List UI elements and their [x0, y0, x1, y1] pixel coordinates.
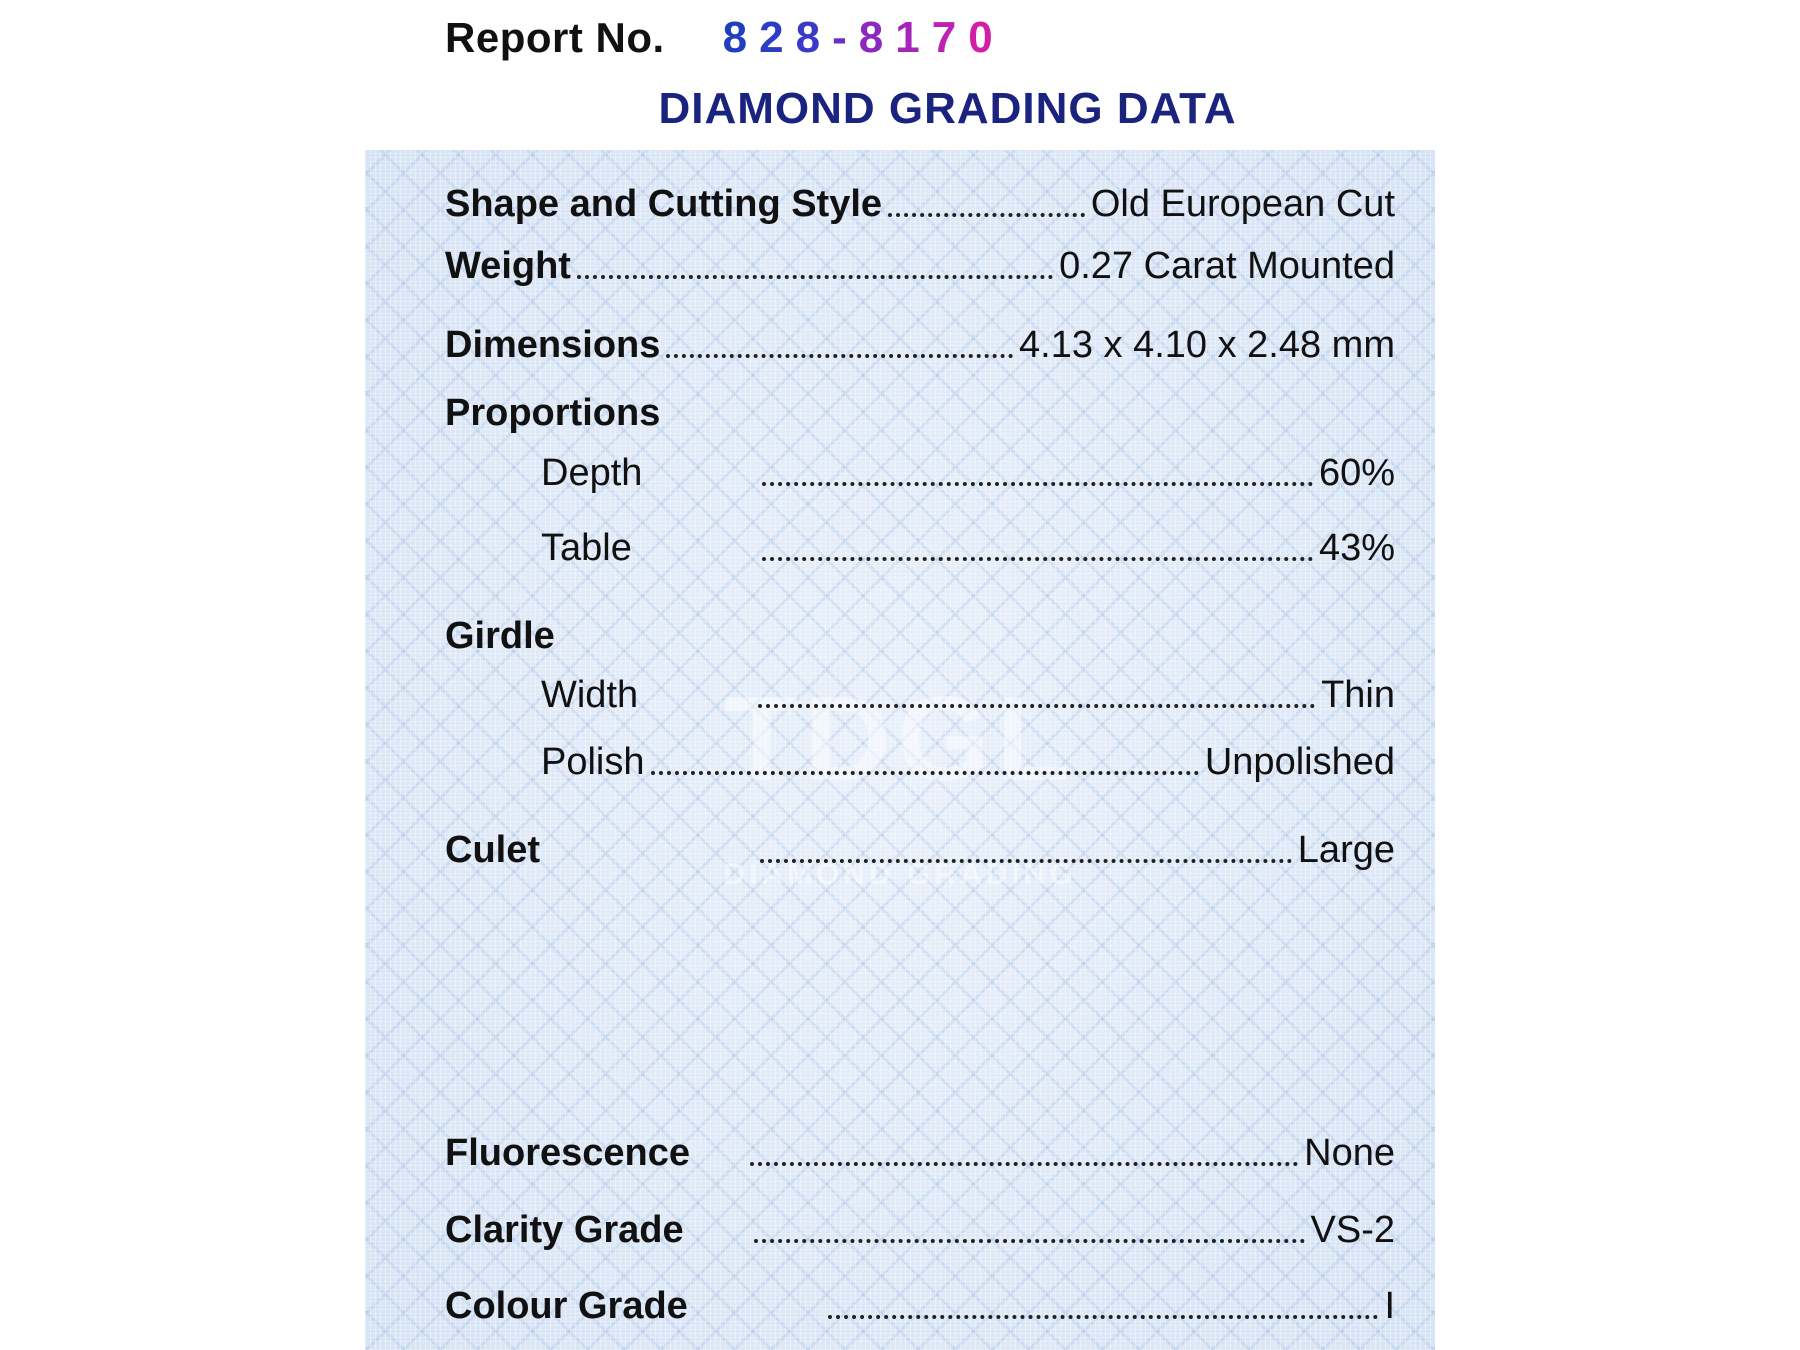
report-number-char: 8 — [795, 13, 833, 62]
girdle-heading: Girdle — [445, 615, 555, 657]
culet-label: Culet — [445, 829, 540, 871]
girdle-polish-label: Polish — [541, 741, 645, 783]
depth-value: 60% — [1318, 452, 1395, 494]
clarity-value: VS-2 — [1310, 1209, 1395, 1251]
table-label: Table — [541, 527, 632, 569]
colour-row — [445, 1278, 1395, 1328]
report-number-char: 2 — [759, 13, 796, 62]
dot-leader — [888, 213, 1085, 217]
clarity-label: Clarity Grade — [445, 1209, 684, 1251]
watermark-logo: TDGL — [724, 672, 1076, 806]
dimensions-value: 4.13 x 4.10 x 2.48 mm — [1019, 324, 1395, 366]
dimensions-row — [445, 317, 1395, 367]
girdle-width-value: Thin — [1321, 674, 1395, 716]
colour-value: I — [1384, 1285, 1395, 1327]
report-number-char: 1 — [895, 13, 932, 62]
shape-row — [445, 176, 1395, 226]
girdle-polish-row — [445, 734, 1395, 784]
report-number-char: 8 — [722, 13, 760, 62]
culet-row — [445, 822, 1395, 872]
weight-row — [445, 238, 1395, 288]
weight-value: 0.27 Carat Mounted — [1059, 245, 1395, 287]
shape-value: Old European Cut — [1090, 183, 1395, 225]
girdle-width-row — [445, 667, 1395, 717]
report-number-char: - — [832, 13, 859, 62]
dimensions-label: Dimensions — [445, 324, 661, 366]
report-number-value — [723, 13, 1005, 63]
clarity-row — [445, 1202, 1395, 1252]
report-number-char: 0 — [968, 13, 1005, 62]
proportions-heading: Proportions — [445, 392, 661, 434]
report-number-char: 8 — [858, 13, 896, 62]
report-number-char: 7 — [931, 13, 969, 62]
report-number-line — [445, 8, 1005, 68]
depth-label: Depth — [541, 452, 643, 494]
table-value: 43% — [1318, 527, 1395, 569]
dot-leader — [758, 704, 1315, 708]
culet-value: Large — [1297, 829, 1395, 871]
dot-leader — [760, 859, 1292, 863]
report-title: DIAMOND GRADING DATA — [658, 84, 1237, 133]
dot-leader — [651, 771, 1199, 775]
weight-label: Weight — [445, 245, 571, 287]
fluorescence-row — [445, 1125, 1395, 1175]
depth-row — [445, 445, 1395, 495]
grading-data-panel — [365, 150, 1435, 1350]
dot-leader — [762, 482, 1313, 486]
dot-leader — [754, 1239, 1305, 1243]
report-number-label: Report No. — [445, 14, 665, 61]
girdle-polish-value: Unpolished — [1204, 741, 1395, 783]
dot-leader — [828, 1315, 1379, 1319]
fluorescence-value: None — [1304, 1132, 1395, 1174]
dot-leader — [577, 275, 1053, 279]
table-row — [445, 520, 1395, 570]
fluorescence-label: Fluorescence — [445, 1132, 690, 1174]
shape-label: Shape and Cutting Style — [445, 183, 883, 225]
dot-leader — [762, 557, 1313, 561]
girdle-width-label: Width — [541, 674, 639, 716]
colour-label: Colour Grade — [445, 1285, 688, 1327]
dot-leader — [666, 354, 1013, 358]
watermark-text: DIAMOND GRADING — [723, 858, 1077, 891]
dot-leader — [750, 1162, 1298, 1166]
